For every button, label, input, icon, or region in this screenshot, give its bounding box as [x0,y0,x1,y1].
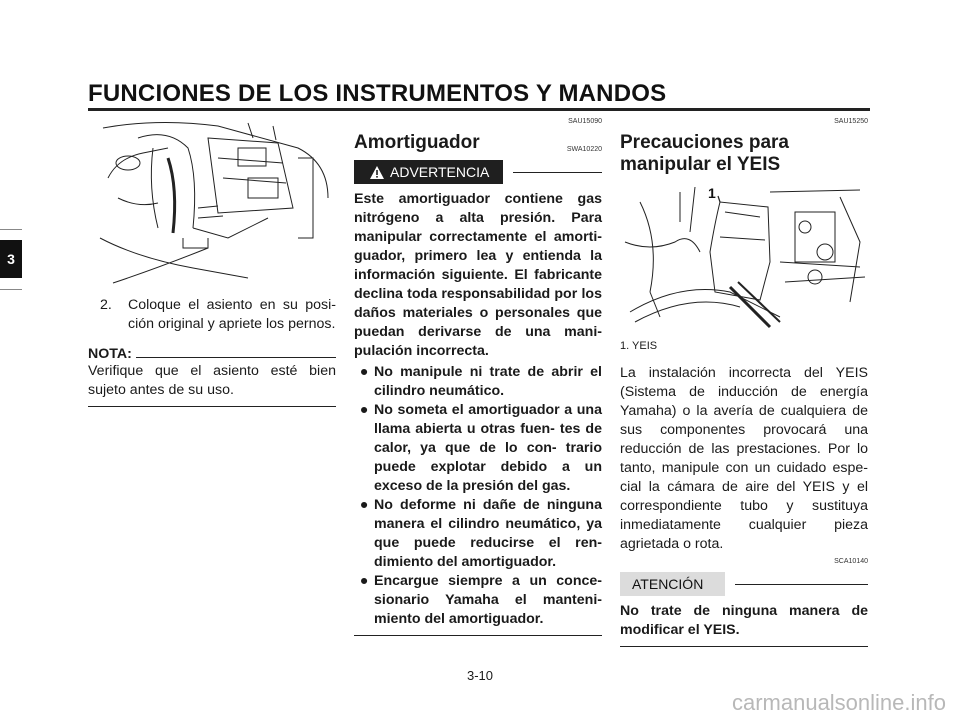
watermark-text: carmanualsonline.info [731,690,946,715]
notice-rule [735,584,868,585]
bullet-icon: ● [359,497,369,513]
step-number: 2. [100,297,112,313]
notice-heading [620,572,868,596]
nota-rule [136,357,336,358]
section-title-yeis: Precauciones para manipular el YEIS [620,132,789,175]
chapter-tab: 3 [0,240,22,278]
list-item: ● Encargue siempre a un conce- sionario Yamaha el manteni- miento del amortiguador. [354,572,602,629]
page-header-title: FUNCIONES DE LOS INSTRUMENTOS Y MANDOS [88,80,667,107]
step-text: Coloque el asiento en su posi- ción original y apriete los pernos. [128,297,336,332]
yeis-illustration [620,182,868,330]
yeis-body-text: La instalación incorrecta del YEIS (Sistema de inducción de energía Yamaha) o la avería de cualquiera de sus componentes provocará una reducción de las prestaciones. Por lo tanto, manipule con un cuidado espe- cial la cámara de aire del YEIS y el correspondiente tubo y sustituya inmediatamente cualquier pieza agrietada o rota. [620,365,868,552]
header-rule [88,108,870,111]
warning-label: ADVERTENCIA [390,164,490,180]
column-right [620,118,868,647]
nota-label: NOTA: [88,346,132,362]
warning-heading [354,160,602,184]
tab-divider [0,229,22,230]
warning-end-rule [354,635,602,636]
notice-text: No trate de ninguna manera de modificar el YEIS. [620,603,868,638]
figure-caption: 1. YEIS [620,340,658,352]
nota-heading [88,346,336,362]
seat-installation-illustration [98,118,334,288]
list-item: ● No manipule ni trate de abrir el cilindro neumático. [354,363,602,401]
section-title-amortiguador: Amortiguador [354,132,480,153]
notice-badge: ATENCIÓN [620,572,725,596]
warning-triangle-icon [370,166,384,179]
step-2 [88,296,336,334]
page-number: 3-10 [466,668,494,683]
section-code: SAU15090 [568,118,602,125]
section-code: SAU15250 [834,118,868,125]
warning-bullet-list [354,363,602,629]
column-middle [354,118,602,636]
warning-text: Este amortiguador contiene gas nitrógeno a alta presión. Para manipular correctamente el amorti- guador, primero lea y entienda la información siguiente. El fabricante declina toda responsabilidad por los daños materiales o personales que puedan derivarse de una mani- pulación incorrecta. [354,191,602,359]
figure-callout-1: 1 [708,185,716,201]
bullet-icon: ● [359,364,369,380]
nota-end-rule [88,406,336,407]
list-item: ● No deforme ni dañe de ninguna manera el cilindro neumático, ya que puede reducirse el ren- dimiento del amortiguador. [354,496,602,572]
nota-text: Verifique que el asiento esté bien sujeto antes de su uso. [88,363,336,398]
notice-code: SCA10140 [834,558,868,565]
tab-divider [0,289,22,290]
notice-end-rule [620,646,868,647]
bullet-icon: ● [359,402,369,418]
list-item: ● No someta el amortiguador a una llama abierta u otras fuen- tes de calor, ya que de lo con- trario puede explotar debido a un exceso de la presión del gas. [354,401,602,496]
bullet-icon: ● [359,573,369,589]
warning-code: SWA10220 [566,146,602,153]
warning-rule [513,172,602,173]
warning-badge [354,160,503,184]
column-left [88,118,336,407]
